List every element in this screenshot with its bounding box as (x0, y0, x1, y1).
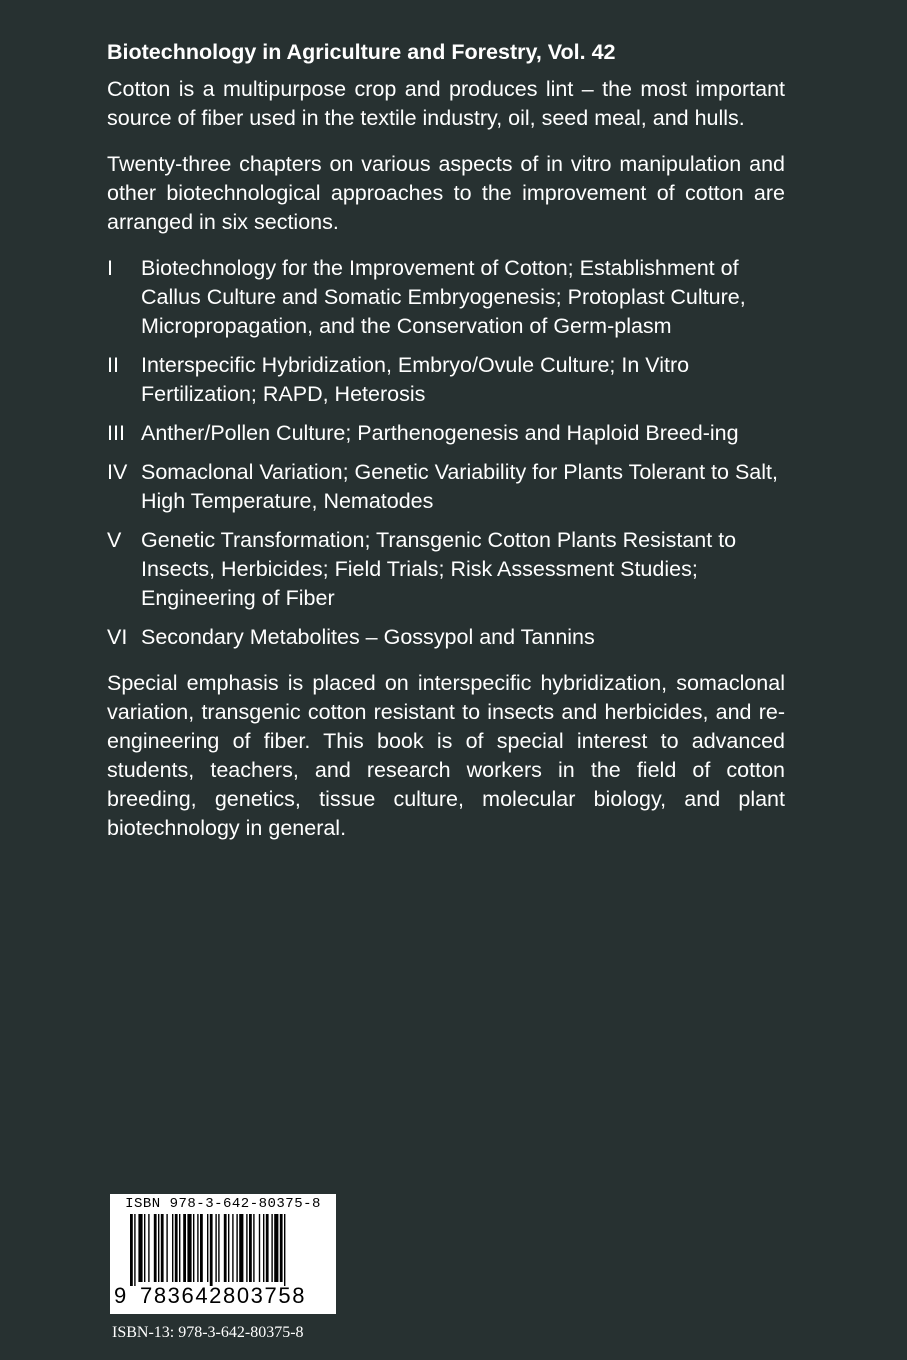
section-number: V (107, 528, 122, 552)
section-description: Secondary Metabolites – Gossypol and Tannins (141, 625, 595, 649)
section-number: IV (107, 460, 128, 484)
back-cover-text (107, 38, 785, 860)
section-number: II (107, 353, 119, 377)
section-item (107, 254, 785, 341)
section-item (107, 351, 785, 409)
section-number: I (107, 256, 113, 280)
isbn-barcode (110, 1194, 336, 1314)
section-item (107, 419, 785, 448)
section-description: Biotechnology for the Improvement of Cotton; Establishment of Callus Culture and Somatic Embryogenesis; Protoplast Culture, Micropropagation, and the Conservation of Germ-plasm (141, 256, 746, 338)
section-number: III (107, 421, 125, 445)
section-description: Genetic Transformation; Transgenic Cotton Plants Resistant to Insects, Herbicides; Field Trials; Risk Assessment Studies; Engineering of Fiber (141, 528, 737, 610)
section-description: Somaclonal Variation; Genetic Variability for Plants Tolerant to Salt, High Temperature, Nematodes (141, 460, 778, 513)
intro-paragraph-2: Twenty-three chapters on various aspects of in vitro manipulation and other biotechnological approaches to the improvement of cotton are arranged in six sections. (107, 152, 785, 234)
barcode-number: 783642803758 (140, 1283, 307, 1308)
isbn13-text: ISBN-13: 978-3-642-80375-8 (112, 1324, 304, 1341)
intro-paragraph-1: Cotton is a multipurpose crop and produces lint – the most important source of fiber used in the textile industry, oil, seed meal, and hulls. (107, 77, 785, 130)
section-item (107, 458, 785, 516)
section-description: Interspecific Hybridization, Embryo/Ovule Culture; In Vitro Fertilization; RAPD, Heterosis (141, 353, 690, 406)
section-list (107, 254, 785, 652)
section-description: Anther/Pollen Culture; Parthenogenesis and Haploid Breed-ing (141, 421, 739, 445)
series-title: Biotechnology in Agriculture and Forestry, Vol. 42 (107, 40, 616, 64)
barcode-lead-digit: 9 (114, 1283, 127, 1308)
barcode-isbn-label: ISBN 978-3-642-80375-8 (125, 1196, 321, 1212)
section-item (107, 623, 785, 652)
section-item (107, 526, 785, 613)
section-number: VI (107, 625, 128, 649)
barcode-bars-icon (114, 1214, 332, 1286)
closing-paragraph: Special emphasis is placed on interspecific hybridization, somaclonal variation, transgenic cotton resistant to insects and herbicides, and re-engineering of fiber. This book is of special interest to advanced students, teachers, and research workers in the field of cotton breeding, genetics, tissue culture, molecular biology, and plant biotechnology in general. (107, 671, 785, 840)
